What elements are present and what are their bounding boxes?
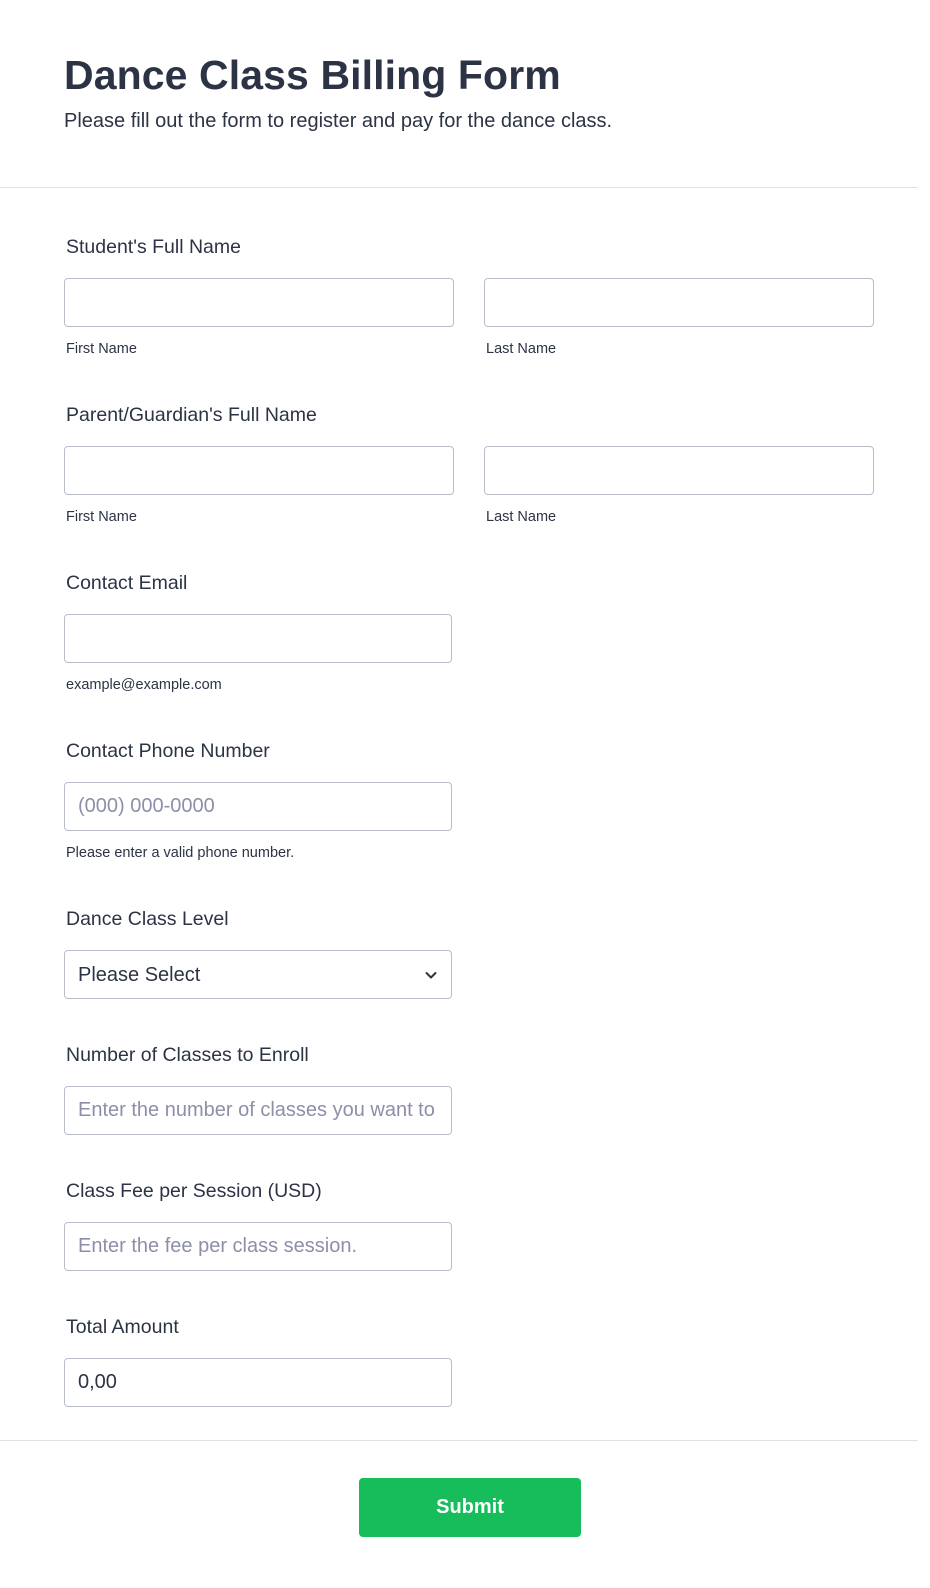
page-title: Dance Class Billing Form xyxy=(64,52,561,98)
student-first-name-sublabel: First Name xyxy=(66,341,137,357)
chevron-down-icon xyxy=(423,967,439,983)
phone-field[interactable] xyxy=(64,782,452,831)
guardian-first-name-sublabel: First Name xyxy=(66,509,137,525)
phone-label: Contact Phone Number xyxy=(66,740,270,762)
student-name-label: Student's Full Name xyxy=(66,236,241,258)
phone-sublabel: Please enter a valid phone number. xyxy=(66,845,295,861)
student-last-name-input[interactable] xyxy=(484,278,874,327)
form-header xyxy=(0,0,918,188)
email-sublabel: example@example.com xyxy=(66,677,222,693)
class-level-selected-value: Please Select xyxy=(78,964,201,986)
guardian-name-label: Parent/Guardian's Full Name xyxy=(66,404,317,426)
class-fee-input[interactable] xyxy=(64,1222,452,1271)
class-level-select[interactable] xyxy=(64,950,452,999)
student-first-name-input[interactable] xyxy=(64,278,454,327)
class-level-label: Dance Class Level xyxy=(66,908,229,930)
submit-button[interactable]: Submit xyxy=(359,1478,581,1537)
total-amount-input[interactable] xyxy=(64,1358,452,1407)
email-field[interactable] xyxy=(64,614,452,663)
num-classes-label: Number of Classes to Enroll xyxy=(66,1044,309,1066)
total-amount-label: Total Amount xyxy=(66,1316,179,1338)
page-subtitle: Please fill out the form to register and pay for the dance class. xyxy=(64,110,613,132)
guardian-last-name-sublabel: Last Name xyxy=(486,509,557,525)
email-label: Contact Email xyxy=(66,572,188,594)
student-last-name-sublabel: Last Name xyxy=(486,341,557,357)
class-fee-label: Class Fee per Session (USD) xyxy=(66,1180,322,1202)
guardian-first-name-input[interactable] xyxy=(64,446,454,495)
guardian-last-name-input[interactable] xyxy=(484,446,874,495)
num-classes-input[interactable] xyxy=(64,1086,452,1135)
